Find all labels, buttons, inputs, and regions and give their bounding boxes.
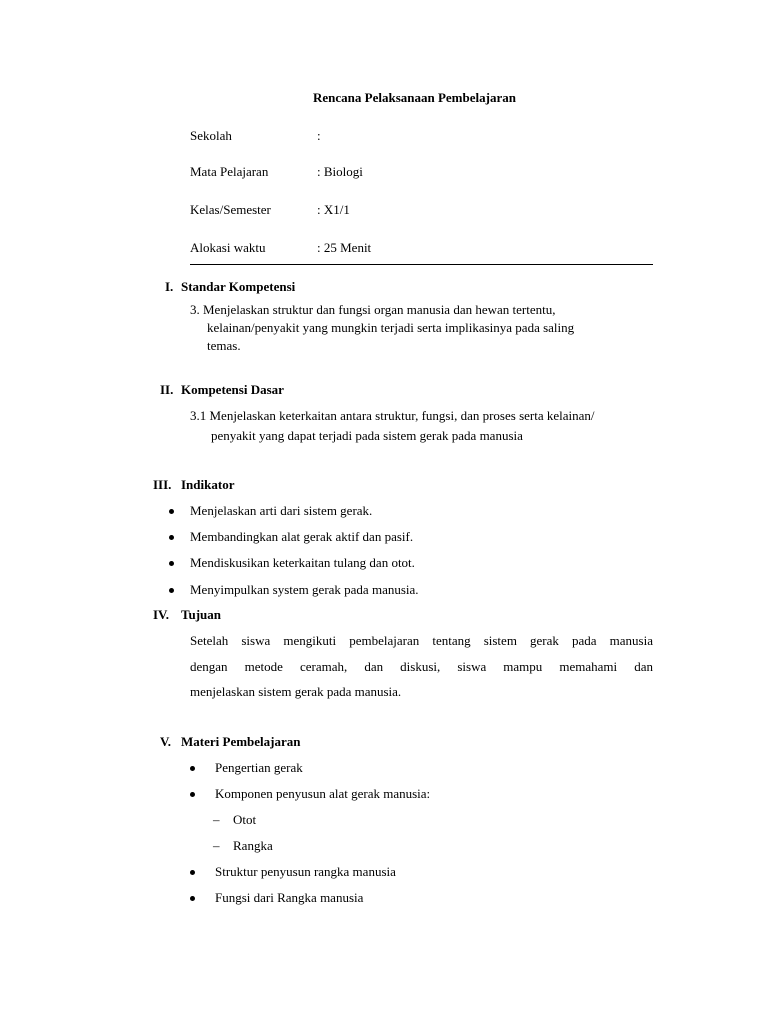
indicator-item: Menyimpulkan system gerak pada manusia. <box>190 582 419 597</box>
material-item: Fungsi dari Rangka manusia <box>215 890 364 905</box>
dash-icon: – <box>213 812 220 827</box>
bullet-icon <box>169 509 174 514</box>
section-5-numeral: V. <box>160 734 171 749</box>
section-4-line: Setelah siswa mengikuti pembelajaran tentang sistem gerak pada manusia <box>190 633 653 648</box>
identity-label-school: Sekolah <box>190 128 232 143</box>
identity-label-subject: Mata Pelajaran <box>190 164 269 179</box>
section-3-heading: Indikator <box>181 477 235 492</box>
material-subitem: Rangka <box>233 838 273 853</box>
material-item: Struktur penyusun rangka manusia <box>215 864 396 879</box>
section-4-line: menjelaskan sistem gerak pada manusia. <box>190 684 402 699</box>
bullet-icon <box>190 792 195 797</box>
identity-value-school: : <box>317 128 321 143</box>
bullet-icon <box>190 766 195 771</box>
section-1-line: kelainan/penyakit yang mungkin terjadi serta implikasinya pada saling <box>207 320 575 335</box>
material-item: Komponen penyusun alat gerak manusia: <box>215 786 431 801</box>
bullet-icon <box>169 588 174 593</box>
section-2-line: 3.1 Menjelaskan keterkaitan antara struktur, fungsi, dan proses serta kelainan/ <box>190 408 595 423</box>
bullet-icon <box>190 896 195 901</box>
section-1-line: 3. Menjelaskan struktur dan fungsi organ manusia dan hewan tertentu, <box>190 302 556 317</box>
indicator-item: Mendiskusikan keterkaitan tulang dan otot. <box>190 555 415 570</box>
material-subitem: Otot <box>233 812 257 827</box>
bullet-icon <box>169 535 174 540</box>
section-3-numeral: III. <box>153 477 172 492</box>
identity-value-time: : 25 Menit <box>317 240 372 255</box>
identity-value-subject: : Biologi <box>317 164 363 179</box>
document-title: Rencana Pelaksanaan Pembelajaran <box>313 90 516 105</box>
section-1-line: temas. <box>207 338 241 353</box>
header-divider <box>190 264 653 265</box>
identity-label-time: Alokasi waktu <box>190 240 266 255</box>
section-4-heading: Tujuan <box>181 607 221 622</box>
section-4-numeral: IV. <box>153 607 170 622</box>
bullet-icon <box>169 561 174 566</box>
section-2-heading: Kompetensi Dasar <box>181 382 284 397</box>
section-2-line: penyakit yang dapat terjadi pada sistem gerak pada manusia <box>211 428 523 443</box>
identity-value-class: : X1/1 <box>317 202 350 217</box>
section-1-heading: Standar Kompetensi <box>181 279 296 294</box>
identity-label-class: Kelas/Semester <box>190 202 271 217</box>
section-4-line: dengan metode ceramah, dan diskusi, siswa mampu memahami dan <box>190 659 653 674</box>
dash-icon: – <box>213 838 220 853</box>
section-5-heading: Materi Pembelajaran <box>181 734 301 749</box>
indicator-item: Menjelaskan arti dari sistem gerak. <box>190 503 373 518</box>
bullet-icon <box>190 870 195 875</box>
material-item: Pengertian gerak <box>215 760 303 775</box>
indicator-item: Membandingkan alat gerak aktif dan pasif. <box>190 529 414 544</box>
section-1-numeral: I. <box>165 279 174 294</box>
section-2-numeral: II. <box>160 382 174 397</box>
